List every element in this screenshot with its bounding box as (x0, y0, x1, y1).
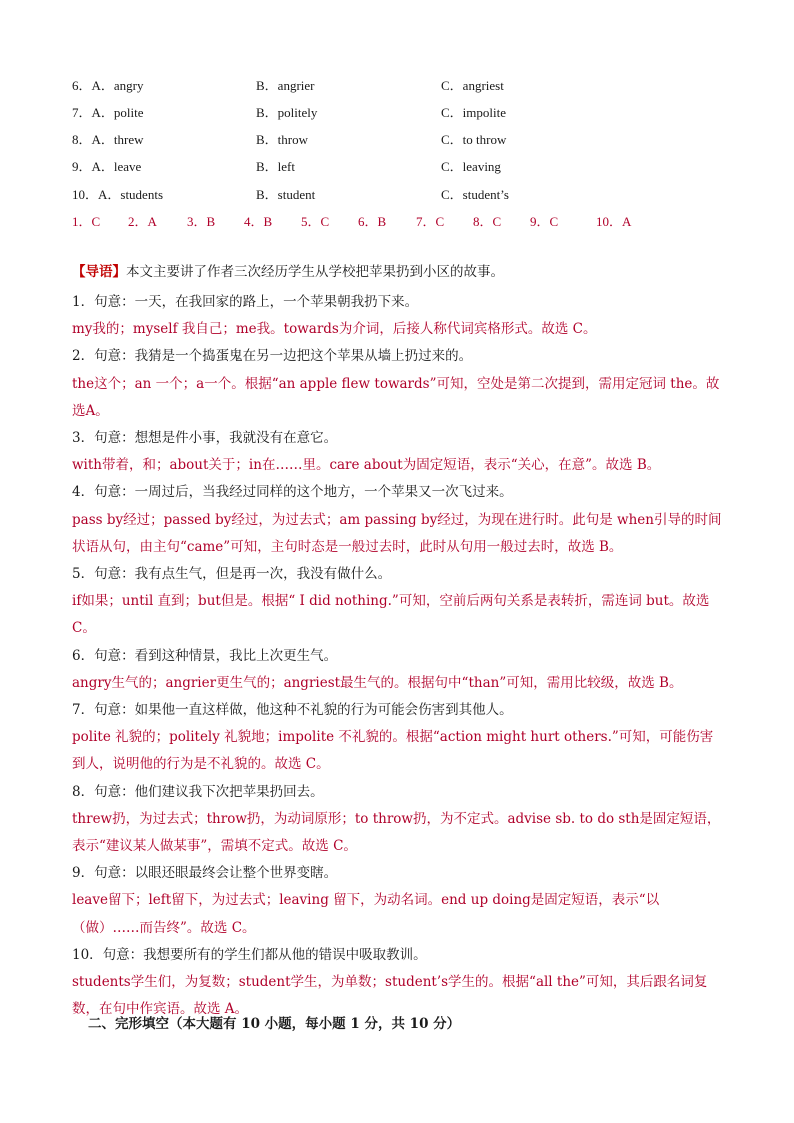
option-b: B．student (256, 187, 316, 202)
answer-item: 9．C (530, 214, 559, 229)
answer-item: 1．C (72, 214, 101, 229)
explanation-question: 8．句意：他们建议我下次把苹果扔回去。 (72, 783, 324, 800)
explanation-answer: polite 礼貌的；politely 礼貌地；impolite 不礼貌的。根据“action might hurt others.”可知，可能伤害到人，说明他的行为是不礼貌的。故选 C。 (72, 729, 714, 773)
explanation-question: 4．句意：一周过后，当我经过同样的这个地方，一个苹果又一次飞过来。 (72, 484, 513, 501)
explanation-answer: the这个；an 一个；a一个。根据“an apple flew towards”可知，空处是第二次提到，需用定冠词 the。故选A。 (72, 375, 720, 419)
option-a: 10．A．students (72, 187, 164, 202)
option-c: C．impolite (441, 105, 507, 120)
explanation-question: 2．句意：我猜是一个捣蛋鬼在另一边把这个苹果从墙上扔过来的。 (72, 348, 473, 365)
answer-item: 8．C (473, 214, 502, 229)
option-a: 7．A．polite (72, 105, 144, 120)
answer-item: 5．C (301, 214, 330, 229)
explanation-answer: with带着，和；about关于；in在……里。care about为固定短语，表示“关心，在意”。故选 B。 (72, 457, 661, 474)
answer-item: 7．C (416, 214, 445, 229)
option-a: 8．A．threw (72, 132, 144, 147)
explanation-question: 7．句意：如果他一直这样做，他这种不礼貌的行为可能会伤害到其他人。 (72, 702, 513, 719)
option-c: C．to throw (441, 132, 507, 147)
option-a: 6．A．angry (72, 78, 144, 93)
answer-item: 3．B (187, 214, 216, 229)
option-b: B．politely (256, 105, 318, 120)
answer-item: 4．B (244, 214, 273, 229)
explanation-question: 5．句意：我有点生气，但是再一次，我没有做什么。 (72, 566, 392, 583)
section-heading: 二、完形填空（本大题有 10 小题，每小题 1 分，共 10 分） (88, 1016, 461, 1032)
explanation-answer: leave留下；left留下，为过去式；leaving 留下，为动名词。end up doing是固定短语，表示“以（做）……而告终”。故选 C。 (72, 892, 660, 936)
guide-paragraph (72, 262, 504, 282)
option-c: C．leaving (441, 159, 501, 174)
answer-item: 2．A (128, 214, 157, 229)
explanation-answer: angry生气的；angrier更生气的；angriest最生气的。根据句中“than”可知，需用比较级，故选 B。 (72, 674, 683, 691)
explanation-question: 1．句意：一天，在我回家的路上，一个苹果朝我扔下来。 (72, 294, 419, 310)
explanation-question: 10．句意：我想要所有的学生们都从他的错误中吸取教训。 (72, 946, 427, 963)
guide-label: 【导语】 (72, 264, 126, 280)
answer-item: 10．A (596, 214, 632, 229)
option-a: 9．A．leave (72, 159, 142, 174)
answer-item: 6．B (358, 214, 387, 229)
explanation-question: 6．句意：看到这种情景，我比上次更生气。 (72, 647, 338, 664)
option-b: B．angrier (256, 78, 315, 93)
option-b: B．left (256, 159, 295, 174)
explanation-answer: my我的；myself 我自己；me我。towards为介词，后接人称代词宾格形式。故选 C。 (72, 321, 597, 338)
option-b: B．throw (256, 132, 309, 147)
option-c: C．angriest (441, 78, 504, 93)
explanation-answer: students学生们，为复数；student学生，为单数；student’s学生的。根据“all the”可知，其后跟名词复数，在句中作宾语。故选 A。 (72, 974, 708, 1018)
guide-text: 本文主要讲了作者三次经历学生从学校把苹果扔到小区的故事。 (126, 264, 504, 280)
explanation-answer: if如果；until 直到；but但是。根据“ I did nothing.”可知，空前后两句关系是表转折，需连词 but。故选 C。 (72, 593, 710, 637)
explanation-block (72, 289, 724, 1023)
explanation-answer: threw扔，为过去式；throw扔，为动词原形；to throw扔，为不定式。advise sb. to do sth是固定短语，表示“建议某人做某事”，需填不定式。故选 C。 (72, 810, 721, 855)
option-c: C．student’s (441, 187, 509, 202)
explanation-answer: pass by经过；passed by经过，为过去式；am passing by经过，为现在进行时。此句是 when引导的时间状语从句，由主句“came”可知，主句时态是一般过去时，此时从句用一般过去时，故选 B。 (72, 511, 722, 555)
explanation-question: 3．句意：想想是件小事，我就没有在意它。 (72, 430, 338, 447)
explanation-question: 9．句意：以眼还眼最终会让整个世界变瞎。 (72, 865, 338, 882)
